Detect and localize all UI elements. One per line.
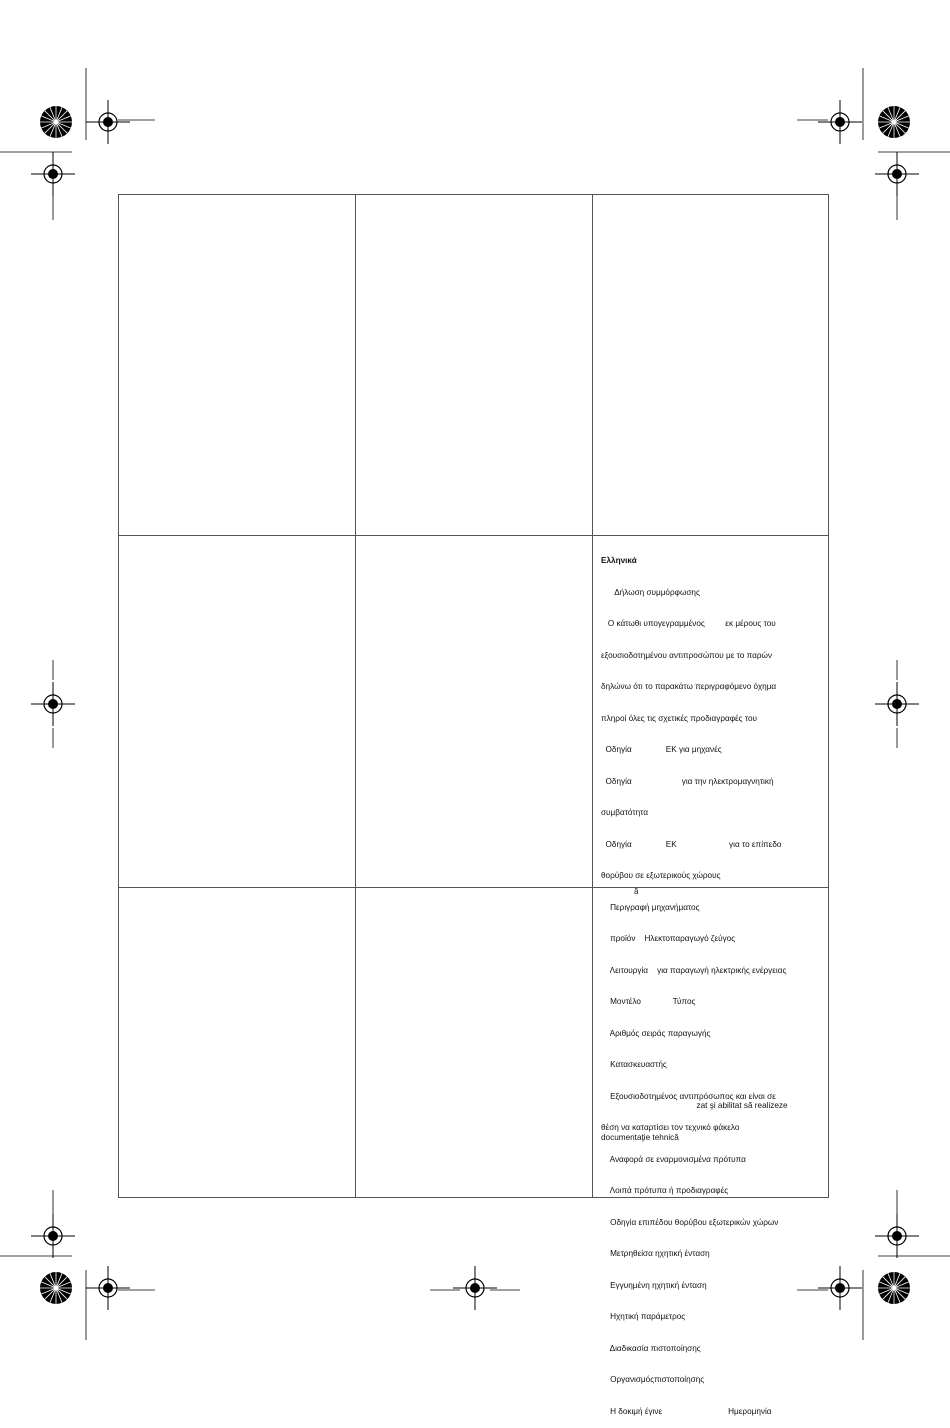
text-line: δηλώνω ότι το παρακάτω περιγραφόμενο όχημα (601, 682, 777, 691)
text-line: Αναφορά σε εναρμονισμένα πρότυπα (601, 1154, 746, 1164)
text-line: συμβατότητα (601, 808, 649, 817)
romanian-top-char: ă (634, 887, 639, 896)
text-line: Οδηγία ΕΚ για μηχανές (601, 745, 722, 754)
text-line: Οδηγία ΕΚ για το επίπεδο (601, 839, 782, 849)
text-line: εξουσιοδοτημένου αντιπροσώπου με το παρών (601, 650, 773, 660)
text-line: Μοντέλο Τύπος (601, 997, 696, 1006)
text-line: Ηχητική παράμετρος (601, 1312, 686, 1321)
registration-mark (453, 1266, 497, 1310)
text-line: Λειτουργία για παραγωγή ηλεκτρικής ενέργειας (601, 965, 787, 975)
text-line: Δήλωση συμμόρφωσης (601, 587, 700, 597)
text-line: Λοιπά πρότυπα ή προδιαγραφές (601, 1186, 729, 1195)
registration-mark (31, 682, 75, 726)
text-line: zat şi abilitat să realizeze (601, 1101, 788, 1110)
text-line: Η δοκιμή έγινε Ημερομηνία (601, 1406, 772, 1416)
registration-mark (40, 1272, 72, 1304)
text-line: Εξουσιοδοτημένος αντιπρόσωπος και είναι σε (601, 1091, 776, 1101)
text-line: Ο κάτωθι υπογεγραμμένος εκ μέρους του (601, 619, 776, 628)
text-line: Εγγυημένη ηχητική ένταση (601, 1280, 707, 1290)
registration-mark (818, 100, 862, 144)
text-line: πληροί όλες τις σχετικές προδιαγραφές του (601, 713, 758, 723)
text-line: Διαδικασία πιστοποίησης (601, 1343, 701, 1353)
registration-mark (878, 1272, 910, 1304)
greek-declaration (601, 535, 827, 1428)
text-line: προϊόν Ηλεκτοπαραγωγό ζεύγος (601, 934, 736, 943)
text-line: θέση να καταρτίσει τον τεχνικό φάκελο (601, 1123, 740, 1132)
registration-mark (878, 106, 910, 138)
text-line: θορύβου σε εξωτερικούς χώρους (601, 871, 721, 880)
romanian-fragment (601, 1080, 827, 1154)
registration-mark (40, 106, 72, 138)
section-heading: Ελληνικά (601, 556, 637, 565)
registration-mark (86, 1266, 130, 1310)
text-line: Αριθμός σειράς παραγωγής (601, 1028, 711, 1038)
text-line: Κατασκευαστής (601, 1060, 667, 1069)
text-line: Οδηγία επιπέδου θορύβου εξωτερικών χώρων (601, 1217, 779, 1227)
text-line: Οργανισμόςπιστοποίησης (601, 1375, 705, 1384)
text-line: Οδηγία για την ηλεκτρομαγνητική (601, 776, 774, 786)
text-line: documentaţie tehnică (601, 1132, 679, 1142)
registration-mark (875, 682, 919, 726)
registration-mark (86, 100, 130, 144)
column-divider (592, 195, 593, 1197)
text-line: Περιγραφή μηχανήματος (601, 902, 700, 912)
column-divider (355, 195, 356, 1197)
text-line: Μετρηθείσα ηχητική ένταση (601, 1249, 710, 1258)
